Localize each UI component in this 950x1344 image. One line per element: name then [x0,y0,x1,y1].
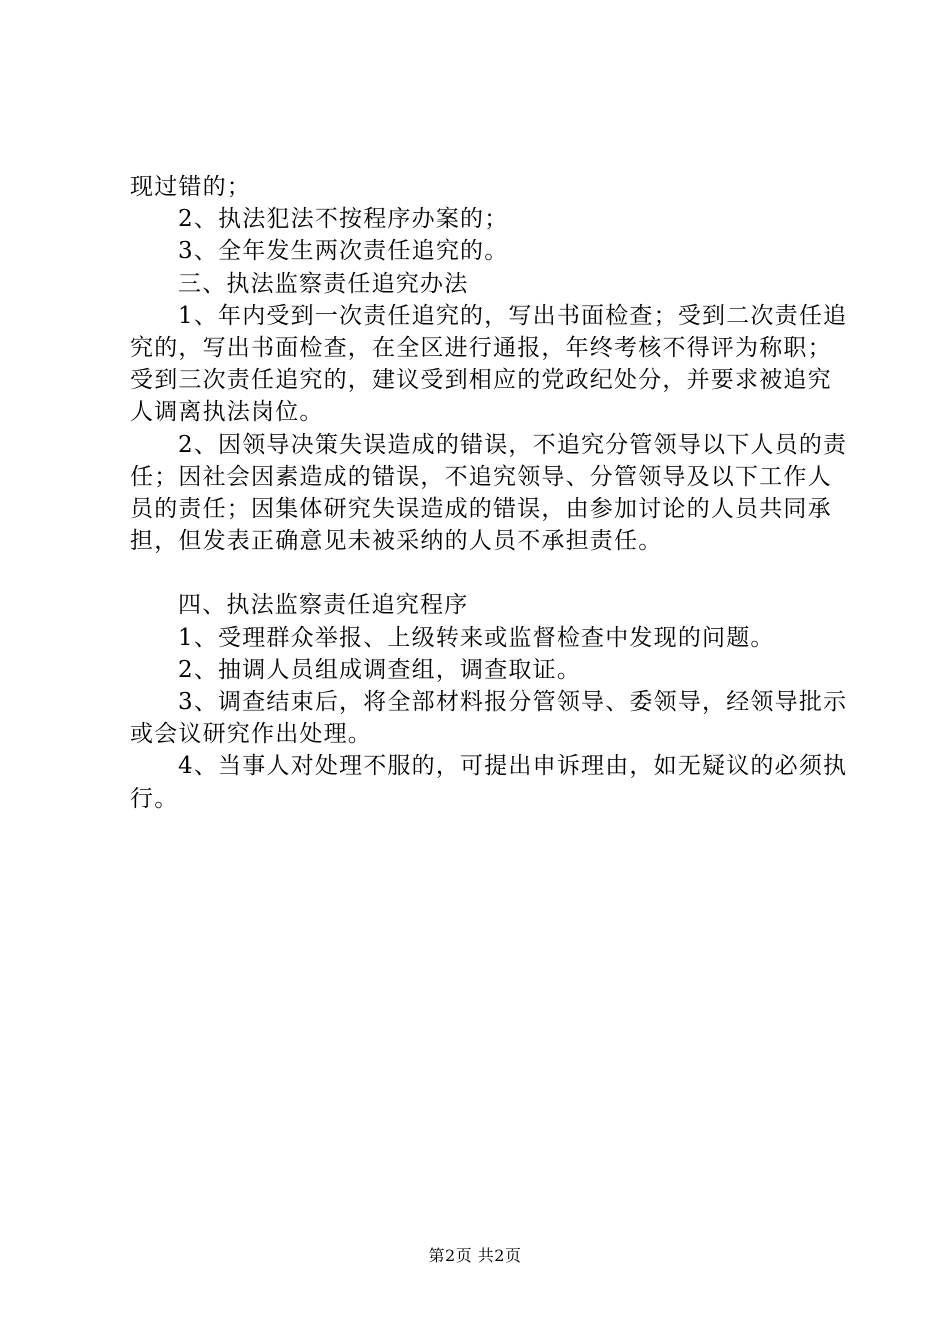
page-number-footer: 第2页 共2页 [428,1246,522,1265]
paragraph-method-1: 1、年内受到一次责任追究的，写出书面检查；受到二次责任追究的，写出书面检查，在全区进行通报，年终考核不得评为称职；受到三次责任追究的，建议受到相应的党政纪处分，并要求被追究人调离执法岗位。 [130,302,848,426]
paragraph-procedure-4: 4、当事人对处理不服的，可提出申诉理由，如无疑议的必须执行。 [130,753,848,812]
paragraph-procedure-1: 1、受理群众举报、上级转来或监督检查中发现的问题。 [178,624,775,651]
paragraph-item-3: 3、全年发生两次责任追究的。 [178,238,509,265]
paragraph-continuation: 现过错的； [130,174,251,200]
paragraph-method-2: 2、因领导决策失误造成的错误，不追究分管领导以下人员的责任；因社会因素造成的错误，不追究领导、分管领导及以下工作人员的责任；因集体研究失误造成的错误，由参加讨论的人员共同承担，但发表正确意见未被采纳的人员不承担责任。 [130,431,848,555]
paragraph-procedure-3: 3、调查结束后，将全部材料报分管领导、委领导，经领导批示或会议研究作出处理。 [130,689,848,748]
paragraph-item-2: 2、执法犯法不按程序办案的； [178,206,509,233]
paragraph-procedure-2: 2、抽调人员组成调查组，调查取证。 [178,656,582,683]
document-body [130,171,850,815]
section-heading-4: 四、执法监察责任追究程序 [178,592,469,619]
section-heading-3: 三、执法监察责任追究办法 [178,270,469,297]
